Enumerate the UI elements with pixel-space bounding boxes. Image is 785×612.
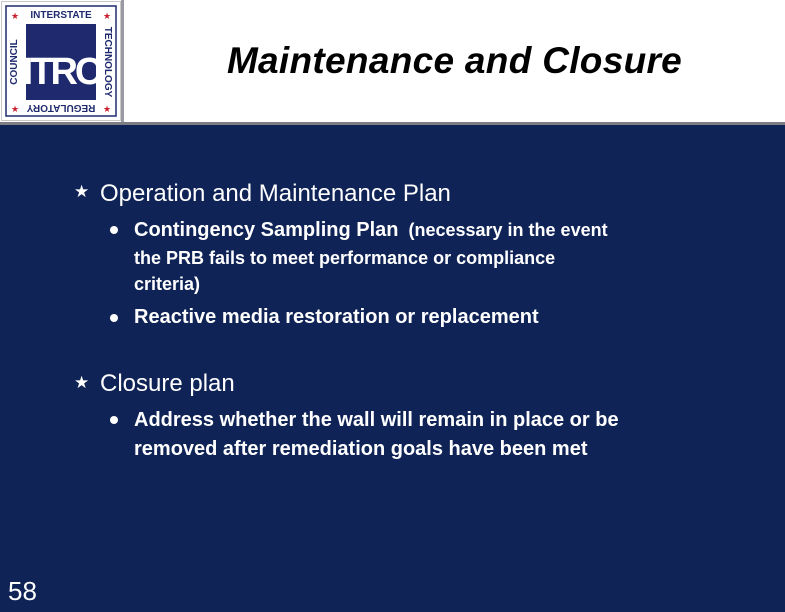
slide-number: 58 — [8, 576, 37, 606]
logo-right-text: TECHNOLOGY — [102, 26, 113, 98]
logo-star-icon: ★ — [102, 104, 112, 114]
star-bullet-icon: ★ — [74, 373, 90, 392]
contingency-line1-rest: (necessary in the event — [398, 220, 608, 240]
star-bullet-icon: ★ — [74, 182, 90, 201]
logo-center-text: ITRC — [22, 51, 100, 93]
itrc-logo — [1, 1, 121, 121]
contingency-line2: the PRB fails to meet performance or compliance — [134, 248, 556, 268]
itrc-logo-graphic — [2, 2, 120, 120]
dot-bullet-icon — [110, 416, 118, 424]
dot-bullet-icon — [110, 314, 118, 322]
logo-star-icon: ★ — [102, 11, 112, 21]
closure-line1: Address whether the wall will remain in place or be — [134, 409, 619, 431]
sub-bullet-contingency-plan — [134, 217, 608, 245]
logo-star-icon: ★ — [10, 11, 20, 21]
slide-title: Maintenance and Closure — [226, 40, 683, 81]
logo-bottom-text: REGULATORY — [26, 102, 96, 113]
logo-star-icon: ★ — [10, 104, 20, 114]
contingency-line3: criteria) — [134, 274, 201, 294]
logo-top-text: INTERSTATE — [30, 10, 92, 21]
sub-bullet-reactive-media: Reactive media restoration or replacement — [134, 306, 539, 328]
closure-line2: removed after remediation goals have been met — [134, 438, 588, 460]
header-bottom-border — [0, 122, 785, 125]
bullet-operation-maintenance: Operation and Maintenance Plan — [100, 180, 451, 207]
dot-bullet-icon — [110, 226, 118, 234]
logo-left-text: COUNCIL — [9, 39, 20, 85]
bullet-closure-plan: Closure plan — [100, 370, 235, 397]
contingency-lead: Contingency Sampling Plan — [134, 219, 399, 241]
